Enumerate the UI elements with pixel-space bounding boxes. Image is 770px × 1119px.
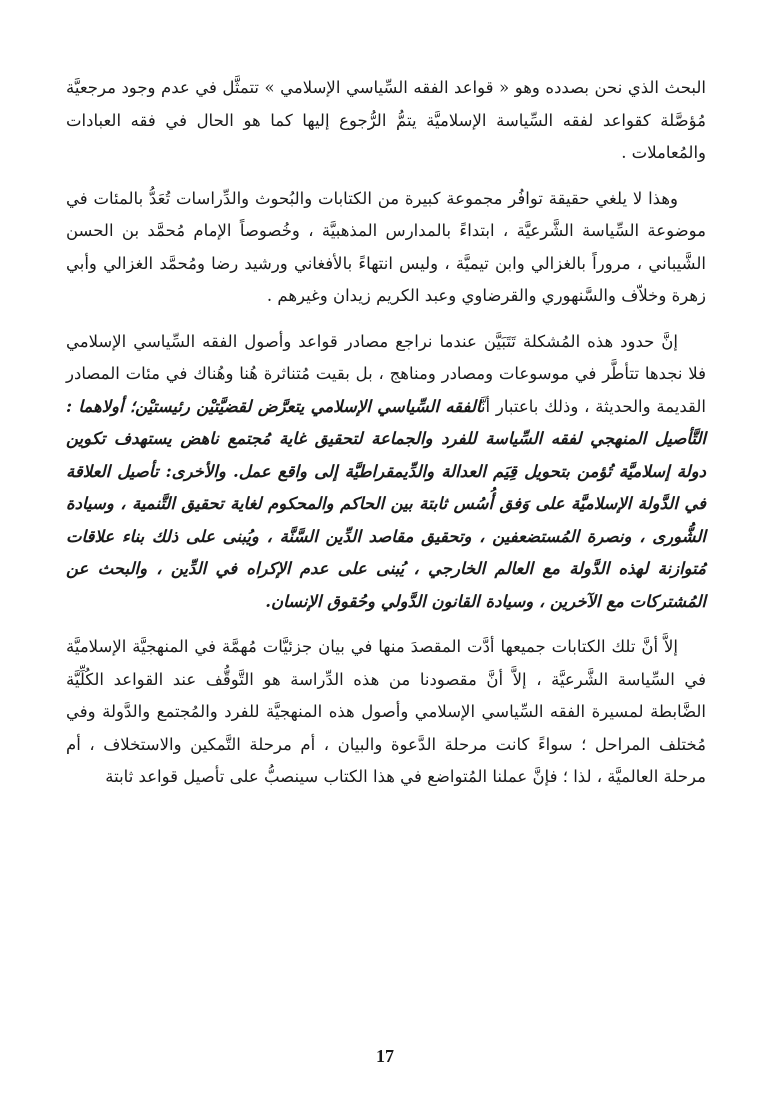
paragraph-1: البحث الذي نحن بصدده وهو « قواعد الفقه السِّياسي الإسلامي » تتمثَّل في عدم وجود مرجعيَّة مُؤصَّلة كقواعد لفقه السِّياسة الإسلاميَّة يتمُّ الرُّجوع إليها كما هو الحال في فقه العبادات والمُعاملات . [66, 78, 706, 162]
paragraph-4: إلاَّ أنَّ تلك الكتابات جميعها أدَّت المقصدَ منها في بيان جزئيَّات مُهمَّة في المنهجيَّة الإسلاميَّة في السِّياسة الشَّرعيَّة ، إلاَّ أنَّ مقصودنا من هذه الدِّراسة هو التَّوقُّف عند القواعد الكُلِّيَّة الضَّابطة لمسيرة الفقه السِّياسي الإسلامي وأصول هذه المنهجيَّة للفرد والمُجتمع والدَّولة وفي مُختلف المراحل ؛ سواءً كانت مرحلة الدَّعوة والبيان ، أم مرحلة التَّمكين والاستخلاف ، أم مرحلة العالميَّة ، لذا ؛ فإنَّ عملنا المُتواضع في هذا الكتاب سينصبُّ على تأصيل قواعد ثابتة [66, 637, 706, 786]
paragraph-3-text: إنَّ حدود هذه المُشكلة تَتَبَيَّن عندما نراجع مصادر قواعد وأصول الفقه السِّياسي الإسلامي فلا نجدها تتأطَّر في موسوعات ومصادر ومناهج ، بل بقيت مُتناثرة هُنا وهُناك في مئات المصادر القديمة والحديثة ، وذلك باعتبار أنَّ [66, 331, 706, 416]
page-body [66, 72, 706, 807]
paragraph-3 [66, 326, 706, 619]
paragraph-3-emphasis: الفقه السِّياسي الإسلامي يتعرَّض لقضيَّتيْن رئيستيْن؛ أولاهما : التَّأصيل المنهجي لفقه السِّياسة للفرد والجماعة لتحقيق غاية مُجتمع ناهض يستهدف تكوين دولة إسلاميَّة تُؤمن بتحويل قِيَم العدالة والدِّيمقراطيَّة إلى واقع عمل. والأخرى: تأصيل العلاقة في الدَّولة الإسلاميَّة على وَفق أُسُس ثابتة بين الحاكم والمحكوم لغاية تحقيق التَّنمية ، وسيادة الشُّورى ، ونصرة المُستضعفين ، وتحقيق مقاصد الدِّين السَّنَّة ، ويُبنى على ذلك بناء علاقات مُتوازنة لهذه الدَّولة مع العالم الخارجي ، يُبنى على عدم الإكراه في الدِّين ، والبحث عن المُشتركات مع الآخرين ، وسيادة القانون الدَّولي وحُقوق الإنسان. [66, 396, 706, 611]
paragraph-2: وهذا لا يلغي حقيقة توافُر مجموعة كبيرة من الكتابات والبُحوث والدِّراسات تُعَدُّ بالمئات في موضوعة السِّياسة الشَّرعيَّة ، ابتداءً بالمدارس المذهبيَّة ، وخُصوصاً الإمام مُحمَّد بن الحسن الشَّيباني ، مروراً بالغزالي وابن تيميَّة ، وليس انتهاءً بالأفغاني ورشيد رضا ومُحمَّد الغزالي وأبي زهرة وخلاّف والسَّنهوري والقرضاوي وعبد الكريم زيدان وغيرهم . [66, 188, 706, 305]
page-number: 17 [376, 1046, 394, 1066]
